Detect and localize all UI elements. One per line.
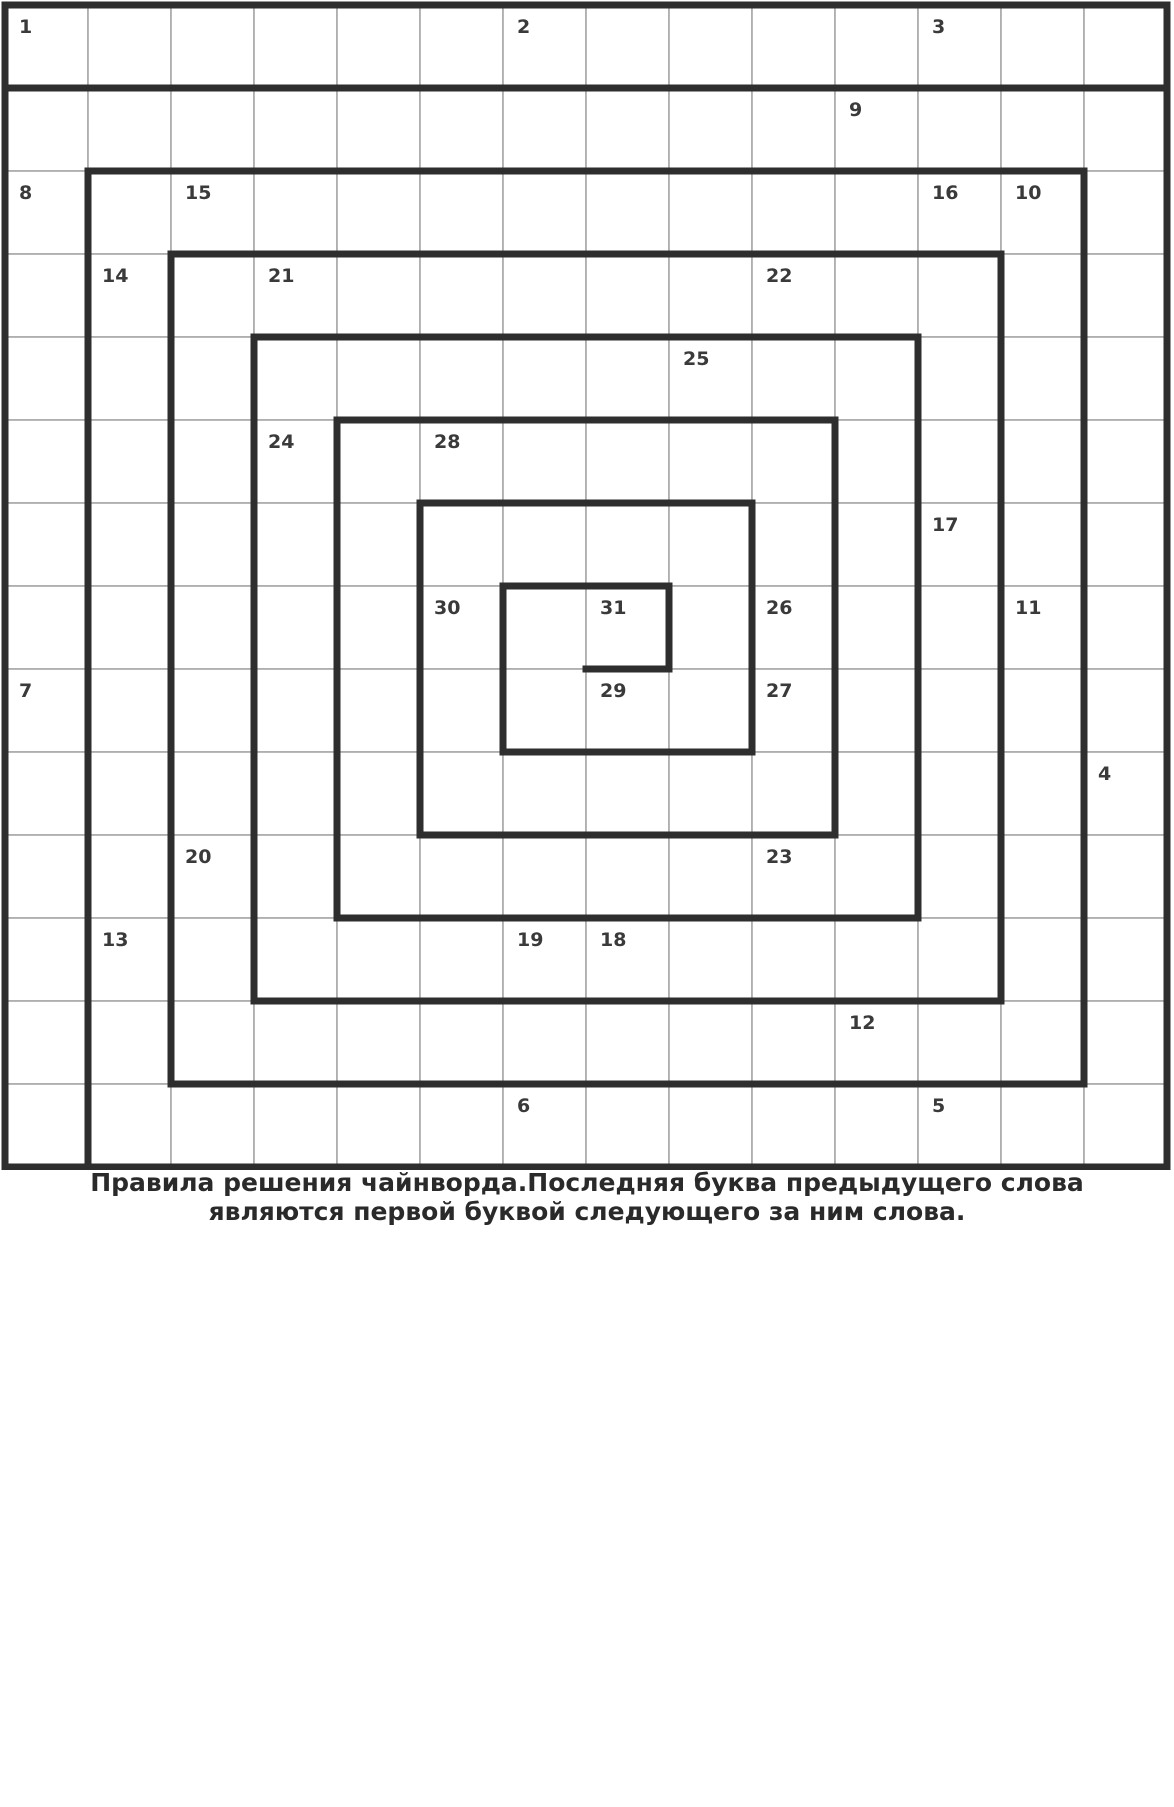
- grid-cell[interactable]: [337, 337, 420, 420]
- grid-cell[interactable]: [171, 586, 254, 669]
- grid-cell[interactable]: [1001, 752, 1084, 835]
- grid-cell[interactable]: [88, 586, 171, 669]
- grid-cell[interactable]: [88, 337, 171, 420]
- grid-cell[interactable]: [918, 752, 1001, 835]
- grid-cell[interactable]: [669, 918, 752, 1001]
- grid-cell[interactable]: [1084, 171, 1167, 254]
- grid-cell[interactable]: [1084, 337, 1167, 420]
- grid-cell[interactable]: [171, 254, 254, 337]
- grid-cell[interactable]: [88, 254, 171, 337]
- grid-cell[interactable]: [420, 420, 503, 503]
- grid-cell[interactable]: [918, 503, 1001, 586]
- grid-cell[interactable]: [254, 669, 337, 752]
- clue-number: 7: [19, 680, 33, 702]
- grid-cell[interactable]: [918, 420, 1001, 503]
- clue-number: 5: [932, 1095, 946, 1117]
- grid-cell[interactable]: [5, 1001, 88, 1084]
- grid-cell[interactable]: [88, 918, 171, 1001]
- grid-cell[interactable]: [420, 1084, 503, 1167]
- grid-cell[interactable]: [337, 5, 420, 88]
- grid-cell[interactable]: [337, 918, 420, 1001]
- grid-cell[interactable]: [752, 503, 835, 586]
- grid-cell[interactable]: [586, 254, 669, 337]
- clue-number: 14: [102, 265, 129, 287]
- grid-cell[interactable]: [1001, 918, 1084, 1001]
- grid-cell[interactable]: [752, 752, 835, 835]
- grid-cell[interactable]: [171, 88, 254, 171]
- grid-cell[interactable]: [5, 420, 88, 503]
- grid-cell[interactable]: [835, 5, 918, 88]
- grid-cell[interactable]: [1001, 586, 1084, 669]
- grid-cell[interactable]: [420, 835, 503, 918]
- grid-cell[interactable]: [1084, 835, 1167, 918]
- grid-cell[interactable]: [503, 88, 586, 171]
- grid-cell[interactable]: [752, 1084, 835, 1167]
- clue-number: 30: [434, 597, 461, 619]
- grid-cell[interactable]: [918, 5, 1001, 88]
- clue-number: 20: [185, 846, 212, 868]
- grid-cell[interactable]: [420, 1001, 503, 1084]
- grid-cell[interactable]: [503, 337, 586, 420]
- grid-cell[interactable]: [835, 337, 918, 420]
- grid-cell[interactable]: [254, 5, 337, 88]
- grid-cell[interactable]: [420, 918, 503, 1001]
- grid-cell[interactable]: [918, 1001, 1001, 1084]
- clue-number: 9: [849, 99, 863, 121]
- grid-cell[interactable]: [918, 171, 1001, 254]
- grid-cell[interactable]: [420, 586, 503, 669]
- grid-cell[interactable]: [88, 88, 171, 171]
- grid-cell[interactable]: [420, 337, 503, 420]
- grid-cell[interactable]: [254, 918, 337, 1001]
- grid-cell[interactable]: [835, 503, 918, 586]
- grid-cell[interactable]: [503, 835, 586, 918]
- grid-cell[interactable]: [752, 835, 835, 918]
- grid-cell[interactable]: [669, 420, 752, 503]
- grid-cell[interactable]: [1084, 88, 1167, 171]
- grid-cell[interactable]: [503, 171, 586, 254]
- grid-cell[interactable]: [835, 171, 918, 254]
- grid-cell[interactable]: [752, 254, 835, 337]
- grid-cell[interactable]: [1001, 254, 1084, 337]
- grid-cell[interactable]: [586, 171, 669, 254]
- grid-cell[interactable]: [503, 420, 586, 503]
- grid-cell[interactable]: [918, 586, 1001, 669]
- grid-cell[interactable]: [171, 337, 254, 420]
- clue-number: 16: [932, 182, 959, 204]
- grid-cell[interactable]: [88, 835, 171, 918]
- grid-cell[interactable]: [5, 5, 88, 88]
- grid-cell[interactable]: [918, 337, 1001, 420]
- grid-cell[interactable]: [669, 586, 752, 669]
- grid-cell[interactable]: [420, 171, 503, 254]
- grid-cell[interactable]: [337, 420, 420, 503]
- grid-cell[interactable]: [586, 88, 669, 171]
- grid-cell[interactable]: [586, 1084, 669, 1167]
- grid-cell[interactable]: [1084, 503, 1167, 586]
- grid-cell[interactable]: [752, 171, 835, 254]
- grid-cell[interactable]: [254, 503, 337, 586]
- clue-number: 31: [600, 597, 627, 619]
- clue-number: 19: [517, 929, 544, 951]
- grid-cell[interactable]: [254, 337, 337, 420]
- grid-cell[interactable]: [752, 5, 835, 88]
- clue-number: 23: [766, 846, 793, 868]
- clue-number: 11: [1015, 597, 1042, 619]
- grid-cell[interactable]: [337, 1084, 420, 1167]
- clue-number: 29: [600, 680, 627, 702]
- grid-cell[interactable]: [586, 337, 669, 420]
- grid-cell[interactable]: [835, 420, 918, 503]
- clue-number: 26: [766, 597, 793, 619]
- grid-cell[interactable]: [1001, 5, 1084, 88]
- grid-cell[interactable]: [420, 503, 503, 586]
- grid-cell[interactable]: [1084, 1084, 1167, 1167]
- grid-cell[interactable]: [5, 752, 88, 835]
- clue-number: 4: [1098, 763, 1112, 785]
- grid-cell[interactable]: [503, 586, 586, 669]
- grid-cell[interactable]: [337, 1001, 420, 1084]
- grid-cell[interactable]: [171, 503, 254, 586]
- clue-number: 1: [19, 16, 33, 38]
- grid-cell[interactable]: [88, 752, 171, 835]
- grid-cell[interactable]: [5, 669, 88, 752]
- grid-cell[interactable]: [337, 171, 420, 254]
- grid-cell[interactable]: [669, 254, 752, 337]
- grid-cell[interactable]: [586, 420, 669, 503]
- clue-number: 15: [185, 182, 212, 204]
- grid-cell[interactable]: [835, 669, 918, 752]
- grid-cell[interactable]: [5, 337, 88, 420]
- grid-cell[interactable]: [752, 669, 835, 752]
- grid-cell[interactable]: [254, 835, 337, 918]
- grid-cell[interactable]: [171, 752, 254, 835]
- clue-number: 22: [766, 265, 793, 287]
- clue-number: 6: [517, 1095, 531, 1117]
- grid-cell[interactable]: [88, 503, 171, 586]
- grid-cell[interactable]: [586, 669, 669, 752]
- grid-cell[interactable]: [5, 586, 88, 669]
- grid-cell[interactable]: [171, 420, 254, 503]
- grid-cell[interactable]: [254, 171, 337, 254]
- grid-cell[interactable]: [5, 503, 88, 586]
- grid-cell[interactable]: [835, 586, 918, 669]
- grid-cell[interactable]: [254, 88, 337, 171]
- grid-cell[interactable]: [1001, 503, 1084, 586]
- grid-cell[interactable]: [586, 1001, 669, 1084]
- grid-cell[interactable]: [420, 752, 503, 835]
- grid-cell[interactable]: [171, 5, 254, 88]
- grid-cell[interactable]: [586, 5, 669, 88]
- grid-cell[interactable]: [420, 88, 503, 171]
- grid-cell[interactable]: [254, 254, 337, 337]
- grid-cell[interactable]: [752, 420, 835, 503]
- grid-cell[interactable]: [669, 1084, 752, 1167]
- grid-cell[interactable]: [669, 88, 752, 171]
- grid-cell[interactable]: [1001, 171, 1084, 254]
- clue-number: 10: [1015, 182, 1042, 204]
- grid-cell[interactable]: [1084, 1001, 1167, 1084]
- grid-cell[interactable]: [586, 752, 669, 835]
- grid-cell[interactable]: [171, 669, 254, 752]
- grid-cell[interactable]: [752, 586, 835, 669]
- grid-cell[interactable]: [503, 752, 586, 835]
- grid-cell[interactable]: [1084, 669, 1167, 752]
- grid-cell[interactable]: [918, 918, 1001, 1001]
- grid-cell[interactable]: [1084, 586, 1167, 669]
- grid-cell[interactable]: [171, 1084, 254, 1167]
- grid-cell[interactable]: [420, 254, 503, 337]
- clue-number: 21: [268, 265, 295, 287]
- grid-cell[interactable]: [918, 1084, 1001, 1167]
- grid-cell[interactable]: [5, 918, 88, 1001]
- clue-number: 12: [849, 1012, 876, 1034]
- grid-cell[interactable]: [586, 586, 669, 669]
- grid-cell[interactable]: [5, 1084, 88, 1167]
- grid-cell[interactable]: [835, 88, 918, 171]
- grid-cell[interactable]: [171, 171, 254, 254]
- grid-cell[interactable]: [88, 420, 171, 503]
- grid-cell[interactable]: [1001, 420, 1084, 503]
- grid-cell[interactable]: [918, 254, 1001, 337]
- grid-cell[interactable]: [835, 1084, 918, 1167]
- grid-cell[interactable]: [669, 171, 752, 254]
- grid-cell[interactable]: [171, 918, 254, 1001]
- clue-number: 24: [268, 431, 295, 453]
- grid-cell[interactable]: [503, 5, 586, 88]
- grid-cell[interactable]: [88, 1001, 171, 1084]
- grid-cell[interactable]: [88, 5, 171, 88]
- clue-number: 8: [19, 182, 33, 204]
- grid-cell[interactable]: [586, 503, 669, 586]
- grid-cell[interactable]: [1084, 752, 1167, 835]
- grid-cell[interactable]: [503, 1084, 586, 1167]
- grid-cell[interactable]: [5, 835, 88, 918]
- grid-cell[interactable]: [918, 669, 1001, 752]
- grid-cell[interactable]: [337, 752, 420, 835]
- clue-number: 27: [766, 680, 793, 702]
- grid-cell[interactable]: [835, 1001, 918, 1084]
- grid-cell[interactable]: [5, 88, 88, 171]
- grid-cell[interactable]: [337, 669, 420, 752]
- grid-cell[interactable]: [669, 1001, 752, 1084]
- grid-cell[interactable]: [669, 835, 752, 918]
- clue-number: 2: [517, 16, 531, 38]
- grid-cell[interactable]: [337, 586, 420, 669]
- grid-cell[interactable]: [918, 835, 1001, 918]
- clue-number: 17: [932, 514, 959, 536]
- grid-cell[interactable]: [1084, 254, 1167, 337]
- grid-cell[interactable]: [918, 88, 1001, 171]
- grid-cell[interactable]: [586, 835, 669, 918]
- grid-cell[interactable]: [1001, 88, 1084, 171]
- grid-cell[interactable]: [669, 5, 752, 88]
- grid-cell[interactable]: [503, 669, 586, 752]
- grid-cell[interactable]: [337, 254, 420, 337]
- grid-cell[interactable]: [337, 835, 420, 918]
- grid-cell[interactable]: [337, 88, 420, 171]
- grid-cell[interactable]: [171, 1001, 254, 1084]
- grid-cell[interactable]: [669, 503, 752, 586]
- grid-cell[interactable]: [5, 254, 88, 337]
- grid-cell[interactable]: [254, 752, 337, 835]
- grid-cell[interactable]: [503, 1001, 586, 1084]
- grid-cell[interactable]: [254, 1084, 337, 1167]
- grid-cell[interactable]: [586, 918, 669, 1001]
- rules-text: Правила решения чайнворда.Последняя буква предыдущего слова являются первой буквой следующего за ним слова.: [90, 1168, 1084, 1226]
- grid-cell[interactable]: [1001, 669, 1084, 752]
- grid-cell[interactable]: [88, 1084, 171, 1167]
- grid-cell[interactable]: [503, 254, 586, 337]
- grid-cell[interactable]: [171, 835, 254, 918]
- grid-cell[interactable]: [88, 171, 171, 254]
- grid-cell[interactable]: [420, 669, 503, 752]
- grid-cell[interactable]: [254, 586, 337, 669]
- grid-cell[interactable]: [752, 88, 835, 171]
- grid-cell[interactable]: [1084, 5, 1167, 88]
- clue-number: 18: [600, 929, 627, 951]
- grid-cell[interactable]: [88, 669, 171, 752]
- grid-cell[interactable]: [254, 420, 337, 503]
- grid-cell[interactable]: [835, 752, 918, 835]
- grid-cell[interactable]: [1001, 1084, 1084, 1167]
- grid-cell[interactable]: [752, 918, 835, 1001]
- grid-cell[interactable]: [835, 254, 918, 337]
- clue-number: 25: [683, 348, 710, 370]
- grid-cell[interactable]: [420, 5, 503, 88]
- grid-cell[interactable]: [669, 752, 752, 835]
- grid-cell[interactable]: [1001, 1001, 1084, 1084]
- grid-cell[interactable]: [503, 503, 586, 586]
- grid-cell[interactable]: [752, 1001, 835, 1084]
- grid-cell[interactable]: [1084, 918, 1167, 1001]
- grid-cell[interactable]: [669, 669, 752, 752]
- grid-cell[interactable]: [254, 1001, 337, 1084]
- clue-number: 13: [102, 929, 129, 951]
- grid-cell[interactable]: [1084, 420, 1167, 503]
- grid-cell[interactable]: [752, 337, 835, 420]
- grid-cell[interactable]: [337, 503, 420, 586]
- grid-cell[interactable]: [669, 337, 752, 420]
- grid-cell[interactable]: [835, 918, 918, 1001]
- grid-cell[interactable]: [1001, 337, 1084, 420]
- grid-cell[interactable]: [835, 835, 918, 918]
- clue-number: 28: [434, 431, 461, 453]
- grid-cell[interactable]: [5, 171, 88, 254]
- clue-number: 3: [932, 16, 946, 38]
- grid-cell[interactable]: [1001, 835, 1084, 918]
- grid-cell[interactable]: [503, 918, 586, 1001]
